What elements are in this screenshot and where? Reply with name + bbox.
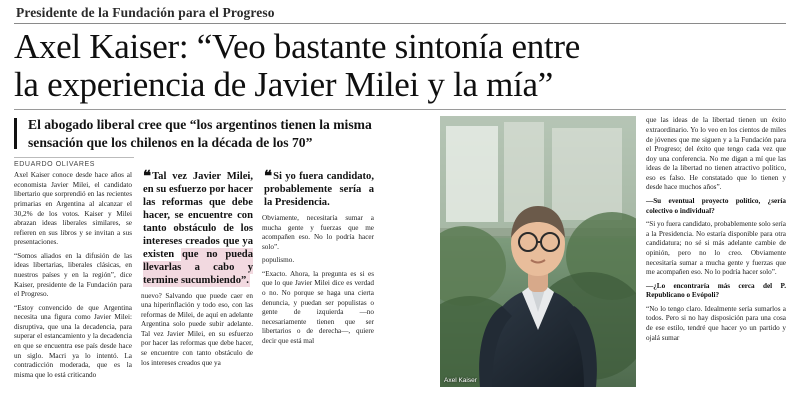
article-photo xyxy=(440,116,636,387)
kicker: Presidente de la Fundación para el Progreso xyxy=(16,5,275,20)
quote-mark-icon: ❝ xyxy=(264,169,273,186)
headline-line-2: la experiencia de Javier Milei y la mía” xyxy=(14,64,553,104)
paragraph: “Exacto. Ahora, la pregunta es si es que lo que Javier Milei dice es verdad o no. No porque se haga una cierta denuncia, y puedan ser populistas o gente de izquierda —no necesariamente tienen que ser libertarios o de derecha—, quiere decir que está mal xyxy=(262,269,374,345)
paragraph: “Somos aliados en la difusión de las ideas libertarias, liberales clásicas, en nuestros países y en la región”, dice Kaiser, presidente de la Fundación para el Progreso. xyxy=(14,251,132,299)
paragraph: “Estoy convencido de que Argentina necesita una figura como Javier Milei: disruptiva, que una la decadencia, para superar el estancamiento y la decadencia en que se encuentra ese país desde hace un siglo. Macri ya lo intentó. La contradicción moderada, que es la misma que lo está criticando xyxy=(14,303,132,379)
pull-quote-text: Si yo fuera candidato, probablemente sería a la Presidencia. xyxy=(264,171,374,209)
paragraph: Axel Kaiser conoce desde hace años al economista Javier Milei, el candidato libertario que sorprendió en las recientes primarias en Argentina al alcanzar el 30,2% de los votos. Kaiser y Milei abrazan ideas liberales similares, se refieren en sus libros y se invitan a sus presentaciones. xyxy=(14,171,132,247)
pull-quote-text: Tal vez Javier Milei, en su esfuerzo por hacer las reformas que debe hacer, se encuentre con tanto obstáculo de los intereses creados que ya existen xyxy=(143,171,253,260)
page-title xyxy=(14,28,786,104)
divider-under-headline xyxy=(14,109,786,110)
paragraph: populismo. xyxy=(262,256,295,265)
article-body xyxy=(14,116,786,384)
column-2 xyxy=(141,171,253,372)
lede-paragraph: El abogado liberal cree que “los argentinos tienen la misma sensación que los chilenos en la década de los 70” xyxy=(14,116,402,151)
pull-quote-1 xyxy=(141,171,253,287)
question: —¿Lo encontraría más cerca del P. Republicano o Evópoli? xyxy=(646,281,786,300)
right-rail-column xyxy=(646,116,786,347)
photo-illustration xyxy=(440,116,636,387)
text-columns xyxy=(14,171,402,384)
headline-line-1: Axel Kaiser: “Veo bastante sintonía entre xyxy=(14,26,580,66)
divider-top xyxy=(14,23,786,24)
paragraph: nuevo? Salvando que puede caer en una hiperinflación y todo eso, con las reformas de Milei, de aquí en adelante Argentina solo puede subir adelante. Tal vez Javier Milei, en su esfuerzo por hacer las reformas que debe hacer, se encuentre con tanto obstáculo de los intereses creados que ya xyxy=(141,291,253,367)
answer: “Si yo fuera candidato, probablemente solo sería a la Presidencia. No estaría disponible para otra candidatura; no sé si más adelante cambie de opinión, pero no lo creo. Obviamente necesitaría sumar a mucha gente y fuerzas que me acompañen eso. No lo podría hacer solo”. xyxy=(646,220,786,277)
byline: EDUARDO OLIVARES xyxy=(14,157,134,168)
paragraph: que las ideas de la libertad tienen un éxito extraordinario. Yo lo veo en los cientos de miles de jóvenes que me siguen y a la Fundación para el Progreso; del éxito que tengo cada vez que doy una conferencia. No me digan a mí que las ideas de la libertad no tienen atractivo político, eso es falso. He constatado que lo tienen y desde hace muchos años”. xyxy=(646,116,786,192)
quote-mark-icon: ❝ xyxy=(143,169,152,186)
answer: “No lo tengo claro. Idealmente sería sumarlos a todos. Pero si no hay disposición para una cosa de ese estilo, tendré que hacer yo un partido y ojalá sumar xyxy=(646,304,786,342)
column-3 xyxy=(262,171,374,350)
photo-caption: Axel Kaiser xyxy=(444,377,477,385)
pull-quote-2 xyxy=(262,171,374,210)
lede-column xyxy=(14,116,402,384)
paragraph: Obviamente, necesitaría sumar a mucha gente y fuerzas que me acompañen eso. No lo podría hacer solo”. xyxy=(262,213,374,251)
column-1 xyxy=(14,171,132,384)
pull-quote-highlight: que no pueda llevarlas a cabo y termine sucumbiendo”. xyxy=(143,248,253,286)
question: —Su eventual proyecto político, ¿sería colectivo o individual? xyxy=(646,197,786,215)
